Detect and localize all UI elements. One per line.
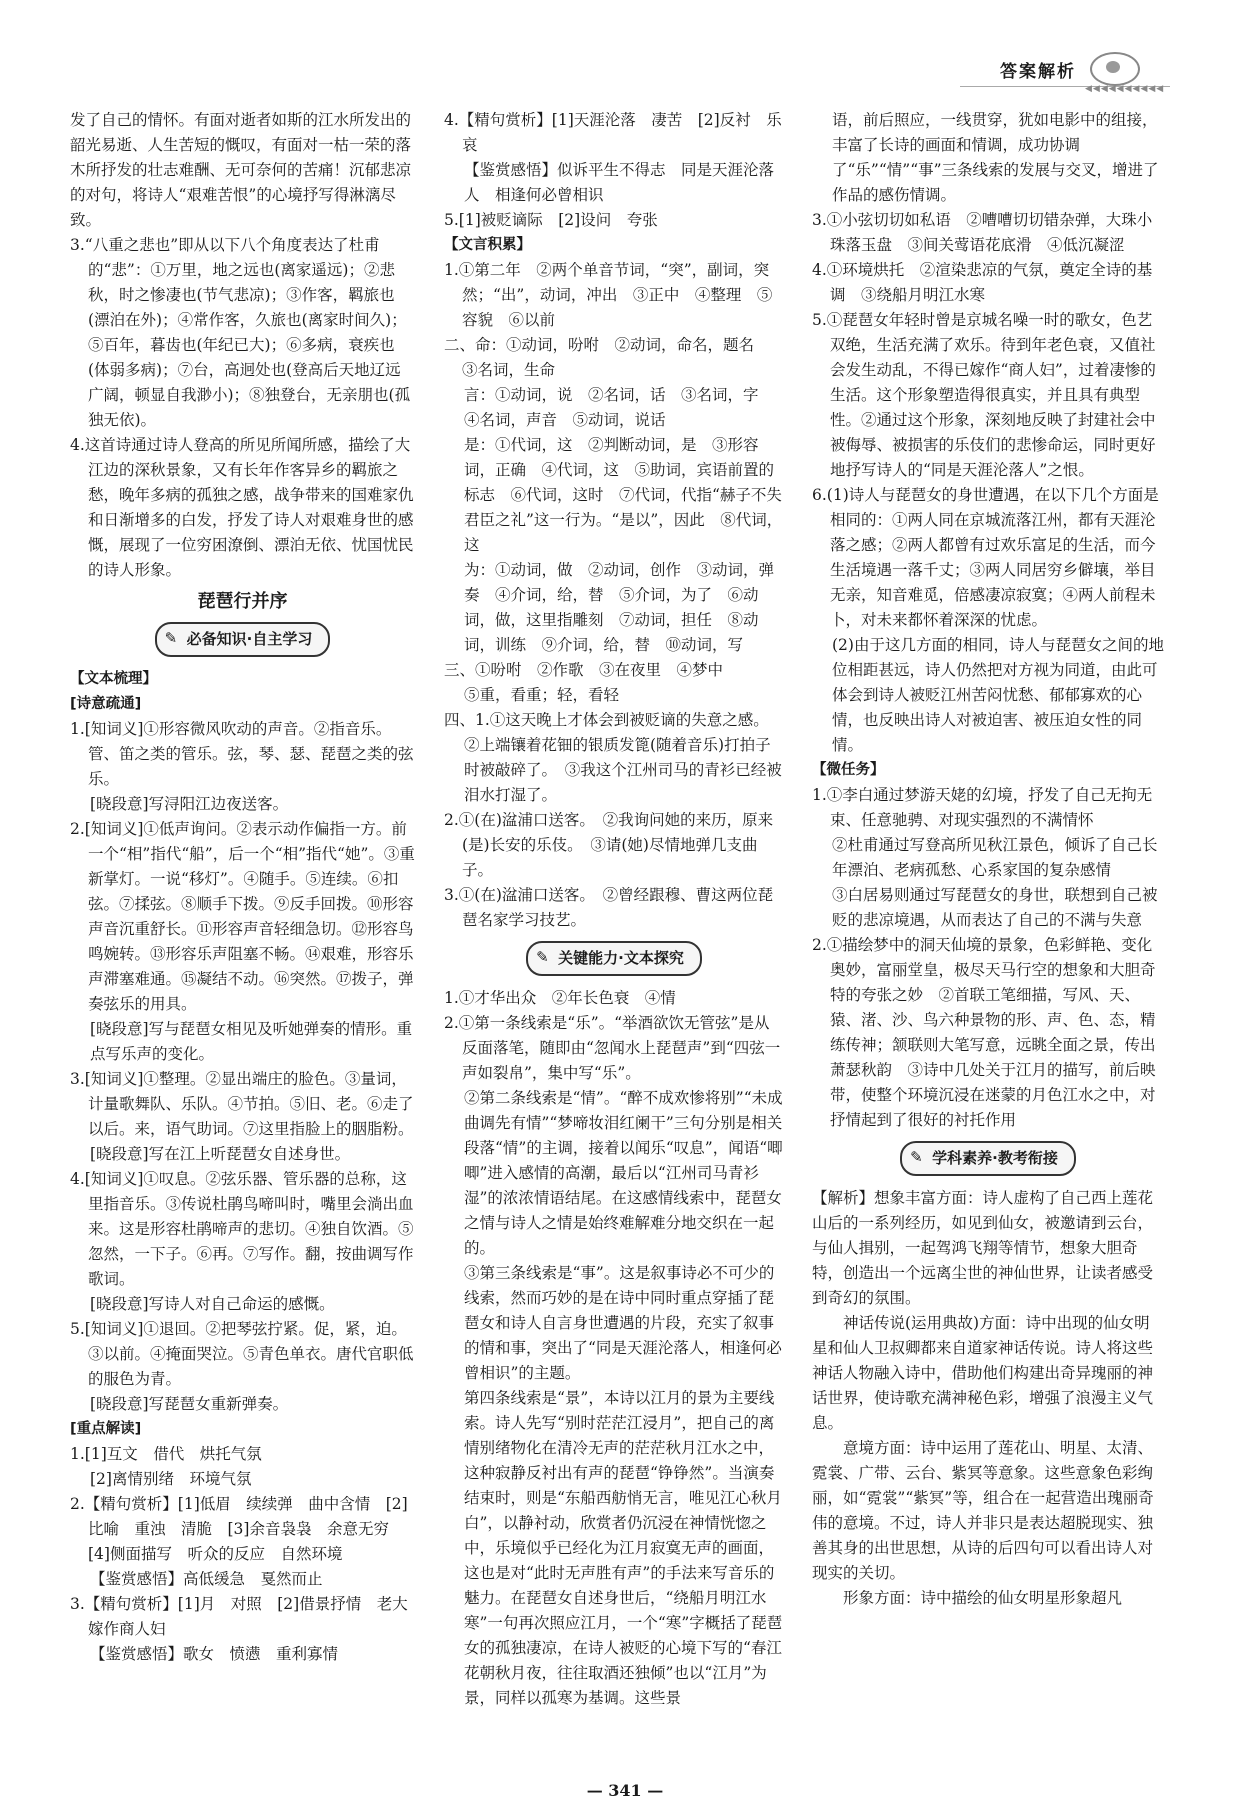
answer-sub: 语，前后照应，一线贯穿，犹如电影中的组接，丰富了长诗的画面和情调，成功协调了“乐”“情”“事”三条线索的发展与交叉，增进了作品的感伤情调。	[832, 111, 1159, 204]
answer-sub: 为：①动词，做 ②动词，创作 ③动词，弹奏 ④介词，给，替 ⑤介词，为了 ⑥动词，做，这里指雕刻 ⑦动词，担任 ⑧动词，训练 ⑨介词，给，替 ⑩动词，写	[464, 561, 775, 654]
answer-item: 6.(1)诗人与琵琶女的身世遭遇，在以下几个方面是相同的：①两人同在京城流落江州，都有天涯沦落之感；②两人都曾有过欢乐富足的生活，而今生活境遇一落千丈；③两人同居穷乡僻壤，举目无亲，知音难觅，倍感凄凉寂寞；④两人前程未卜，对未来都怀着深深的忧虑。	[812, 486, 1159, 629]
answer-sub: ③第三条线索是“事”。这是叙事诗必不可少的线索，然而巧妙的是在诗中同时重点穿插了琵琶女和诗人自言身世遭遇的片段，充实了叙事的情和事，突出了“同是天涯沦落人，相逢何必曾相识”的主题。	[464, 1264, 782, 1382]
answer-item: 1.[知词义]①形容微风吹动的声音。②指音乐。管、笛之类的管乐。弦，琴、瑟、琵琶之类的弦乐。	[70, 720, 414, 788]
page-header	[1000, 52, 1140, 86]
answer-item: 2.【精句赏析】[1]低眉 续续弹 曲中含情 [2]比喻 重浊 清脆 [3]余音袅袅 余意无穷 [4]侧面描写 听众的反应 自然环境	[70, 1495, 408, 1563]
paragraph: 【解析】想象丰富方面：诗人虚构了自己西上莲花山后的一系列经历，如见到仙女，被邀请到云台，与仙人揖别，一起驾鸿飞翔等情节，想象大胆奇特，创造出一个远离尘世的神仙世界，让读者感受到奇幻的氛围。	[812, 1189, 1154, 1307]
answer-item: 3.【精句赏析】[1]月 对照 [2]借景抒情 老大嫁作商人妇	[70, 1595, 408, 1638]
section-banner	[812, 1141, 1164, 1176]
answer-sub: ②第二条线索是“情”。“醉不成欢惨将别”“未成曲调先有情”“梦啼妆泪红阑干”三句分别是相关段落“情”的主调，接着以闻乐“叹息”，闻语“唧唧”进入感情的高潮，最后以“江州司马青衫湿”的浓浓情语结尾。在这感情线索中，琵琶女之情与诗人之情是始终难解难分地交织在一起的。	[464, 1089, 783, 1257]
triangle-row-icon: ◀◀◀◀◀◀◀◀◀◀	[1085, 84, 1165, 94]
answer-sub: ②杜甫通过写登高所见秋江景色，倾诉了自己长年漂泊、老病孤愁、心系家国的复杂感情	[832, 836, 1158, 879]
answer-item: 5.[1]被贬谪际 [2]设问 夸张	[444, 211, 658, 229]
answer-sub: [晓段意]写琵琶女重新弹奏。	[90, 1395, 289, 1413]
banner-label: ✎ 关键能力·文本探究	[526, 941, 702, 976]
page-number: — 341 —	[586, 1781, 664, 1800]
answer-item: 3.“八重之悲也”即从以下八个角度表达了杜甫的“悲”：①万里，地之远也(离家遥远)；②悲秋，时之惨凄也(节气悲凉)；③作客，羁旅也(漂泊在外)；④常作客，久旅也(离家时间久)；⑤百年，暮齿也(年纪已大)；⑥多病，衰疾也(体弱多病)；⑦台，高迥处也(登高后天地辽远广阔，顿显自我渺小)；⑧独登台，无亲朋也(孤独无依)。	[70, 236, 411, 429]
answer-sub: [晓段意]写诗人对自己命运的感慨。	[90, 1295, 335, 1313]
subsection-tag: [重点解读]	[70, 1421, 142, 1437]
answer-item: 3.①(在)湓浦口送客。 ②曾经跟穆、曹这两位琵琶名家学习技艺。	[444, 886, 774, 929]
answer-sub: (2)由于这几方面的相同，诗人与琵琶女之间的地位相距甚远，诗人仍然把对方视为同道，由此可体会到诗人被贬江州苦闷忧愁、郁郁寡欢的心情，也反映出诗人对被迫害、被压迫女性的同情。	[832, 636, 1164, 754]
answer-item: 4.①环境烘托 ②渲染悲凉的气氛，奠定全诗的基调 ③绕船月明江水寒	[812, 261, 1153, 304]
answer-sub: [2]离情别绪 环境气氛	[90, 1470, 252, 1488]
banner-label: ✎ 学科素养·教考衔接	[900, 1141, 1076, 1176]
answer-sub: 第四条线索是“景”，本诗以江月的景为主要线索。诗人先写“别时茫茫江浸月”，把自己的离情别绪物化在清冷无声的茫茫秋月江水之中，这种寂静反衬出有声的琵琶“铮铮然”。当演奏结束时，则是“东船西舫悄无言，唯见江心秋月白”，以静衬动，欣赏者仍沉浸在神情恍惚之中，乐境似乎已经化为江月寂寞无声的画面，这也是对“此时无声胜有声”的手法来写音乐的魅力。在琵琶女自述身世后，“绕船月明江水寒”一句再次照应江月，一个“寒”字概括了琵琶女的孤独凄凉，在诗人被贬的心境下写的“春江花朝秋月夜，往往取酒还独倾”也以“江月”为景，同样以孤寒为基调。这些景	[464, 1389, 783, 1707]
answer-item: 4.[知词义]①叹息。②弦乐器、管乐器的总称，这里指音乐。③传说杜鹃鸟啼叫时，嘴里会淌出血来。这是形容杜鹃啼声的悲切。④独自饮酒。⑤忽然，一下子。⑥再。⑦写作。翻，按曲调写作歌词。	[70, 1170, 414, 1288]
answer-item: 三、①吩咐 ②作歌 ③在夜里 ④梦中	[444, 661, 724, 679]
answer-item: 二、命：①动词，吩咐 ②动词，命名，题名 ③名词，生命	[444, 336, 770, 379]
banner-label: ✎ 必备知识·自主学习	[155, 622, 331, 657]
answer-sub: [晓段意]写与琵琶女相见及听她弹奏的情形。重点写乐声的变化。	[90, 1020, 413, 1063]
paragraph: 形象方面：诗中描绘的仙女明星形象超凡	[843, 1589, 1123, 1607]
answer-sub: 【鉴赏感悟】高低缓急 戛然而止	[90, 1570, 323, 1588]
answer-item: 1.①李白通过梦游天姥的幻境，抒发了自己无拘无束、任意驰骋、对现实强烈的不满情怀	[812, 786, 1153, 829]
subsection-tag: 【文言积累】	[444, 237, 531, 253]
paragraph: 意境方面：诗中运用了莲花山、明星、太清、霓裳、广带、云台、紫冥等意象。这些意象色彩绚丽，如“霓裳”“紫冥”等，组合在一起营造出瑰丽奇伟的意境。不过，诗人并非只是表达超脱现实、独善其身的出世思想，从诗的后四句可以看出诗人对现实的关切。	[812, 1439, 1154, 1582]
answer-sub: 是：①代词，这 ②判断动词，是 ③形容词，正确 ④代词，这 ⑤助词，宾语前置的标志 ⑥代词，这时 ⑦代词，代指“赫子不失君臣之礼”这一行为。“是以”，因此 ⑧代词，这	[464, 436, 783, 554]
answer-item: 5.①琵琶女年轻时曾是京城名噪一时的歌女，色艺双绝，生活充满了欢乐。待到年老色衰，又值社会发生动乱，不得已嫁作“商人妇”，过着凄惨的生活。这个形象塑造得很真实，并且具有典型性。②通过这个形象，深刻地反映了封建社会中被侮辱、被损害的乐伎们的悲惨命运，同时更好地抒写诗人的“同是天涯沦落人”之恨。	[812, 311, 1156, 479]
answer-sub: ②上端镶着花钿的银质发篦(随着音乐)打拍子时被敲碎了。 ③我这个江州司马的青衫已经被泪水打湿了。	[464, 736, 782, 804]
answer-item: 2.①描绘梦中的洞天仙境的景象，色彩鲜艳、变化奥妙，富丽堂皇，极尽天马行空的想象和大胆奇特的夸张之妙 ②首联工笔细描，写风、天、猿、渚、沙、鸟六种景物的形、声、色、态，精练传神；颔联则大笔写意，远眺全面之景，传出萧瑟秋韵 ③诗中几处关于江月的描写，前后映带，使整个环境沉浸在迷蒙的月色江水之中，对抒情起到了很好的衬托作用	[812, 936, 1156, 1129]
section-banner	[70, 622, 415, 657]
subsection-tag: [诗意疏通]	[70, 696, 142, 712]
answer-item: 4.【精句赏析】[1]天涯沦落 凄苦 [2]反衬 乐 哀	[444, 111, 798, 154]
answer-item: 1.[1]互文 借代 烘托气氛	[70, 1445, 262, 1463]
column-middle	[444, 108, 798, 1711]
section-banner	[444, 941, 784, 976]
answer-sub: ⑤重，看重；轻，看轻	[464, 686, 620, 704]
answer-sub: [晓段意]写在江上听琵琶女自述身世。	[90, 1145, 351, 1163]
column-left	[70, 108, 415, 1667]
answer-item: 1.①第二年 ②两个单音节词，“突”，副词，突然；“出”，动词，冲出 ③正中 ④整理 ⑤容貌 ⑥以前	[444, 261, 773, 329]
answer-item: 2.[知词义]①低声询问。②表示动作偏指一方。前一个“相”指代“船”，后一个“相”指代“她”。③重新掌灯。一说“移灯”。④随手。⑤连续。⑥扣弦。⑦揉弦。⑧顺手下拨。⑨反手回拨。⑩形容声音沉重舒长。⑪形容声音轻细急切。⑫形容鸟鸣婉转。⑬形容乐声阻塞不畅。⑭艰难，形容乐声滞塞难通。⑮凝结不动。⑯突然。⑰拨子，弹奏弦乐的用具。	[70, 820, 415, 1013]
answer-item: 2.①第一条线索是“乐”。“举酒欲饮无管弦”是从反面落笔，随即由“忽闻水上琵琶声”到“四弦一声如裂帛”，集中写“乐”。	[444, 1014, 781, 1082]
answer-item: 2.①(在)湓浦口送客。 ②我询问她的来历，原来(是)长安的乐伎。 ③请(她)尽情地弹几支曲子。	[444, 811, 774, 879]
answer-item: 3.[知词义]①整理。②显出端庄的脸色。③量词，计量歌舞队、乐队。④节拍。⑤旧、老。⑥走了以后。来，语气助词。⑦这里指脸上的胭脂粉。	[70, 1070, 414, 1138]
answer-sub: 【鉴赏感悟】似诉平生不得志 同是天涯沦落人 相逢何必曾相识	[464, 161, 775, 204]
answer-item: 1.①才华出众 ②年长色衰 ④情	[444, 989, 676, 1007]
answer-sub: [晓段意]写浔阳江边夜送客。	[90, 795, 289, 813]
header-title: 答案解析	[1000, 61, 1076, 82]
answer-sub: 【鉴赏感悟】歌女 愤懑 重利寡情	[90, 1645, 339, 1663]
answer-item: 5.[知词义]①退回。②把琴弦拧紧。促，紧，迫。③以前。④掩面哭泣。⑤青色单衣。唐代官职低的服色为青。	[70, 1320, 414, 1388]
answer-sub: ③白居易则通过写琵琶女的身世，联想到自己被贬的悲凉境遇，从而表达了自己的不满与失意	[832, 886, 1158, 929]
subsection-tag: 【文本梳理】	[70, 671, 157, 687]
answer-sub: 言：①动词，说 ②名词，话 ③名词，字 ④名词，声音 ⑤动词，说话	[464, 386, 775, 429]
subsection-tag: 【微任务】	[812, 762, 885, 778]
answer-item: 4.这首诗通过诗人登高的所见所闻所感，描绘了大江边的深秋景象，又有长年作客异乡的羁旅之愁，晚年多病的孤独之感，战争带来的国难家仇和日渐增多的白发，抒发了诗人对艰难身世的感慨，展现了一位穷困潦倒、漂泊无依、忧国忧民的诗人形象。	[70, 436, 414, 579]
answer-item: 3.①小弦切切如私语 ②嘈嘈切切错杂弹，大珠小珠落玉盘 ③间关莺语花底滑 ④低沉凝涩	[812, 211, 1153, 254]
column-right	[812, 108, 1164, 1611]
paragraph: 神话传说(运用典故)方面：诗中出现的仙女明星和仙人卫叔卿都来自道家神话传说。诗人将这些神话人物融入诗中，借助他们构建出奇异瑰丽的神话世界，使诗歌充满神秘色彩，增强了浪漫主义气息。	[812, 1314, 1154, 1432]
paragraph: 发了自己的情怀。有面对逝者如斯的江水所发出的韶光易逝、人生苦短的慨叹，有面对一枯一荣的落木所抒发的壮志难酬、无可奈何的苦痛！沉郁悲凉的对句，将诗人“艰难苦恨”的心境抒写得淋漓尽致。	[70, 111, 412, 229]
section-title: 琵琶行并序	[197, 591, 288, 612]
logo-icon	[1090, 52, 1140, 86]
answer-item: 四、1.①这天晚上才体会到被贬谪的失意之感。	[444, 711, 769, 729]
